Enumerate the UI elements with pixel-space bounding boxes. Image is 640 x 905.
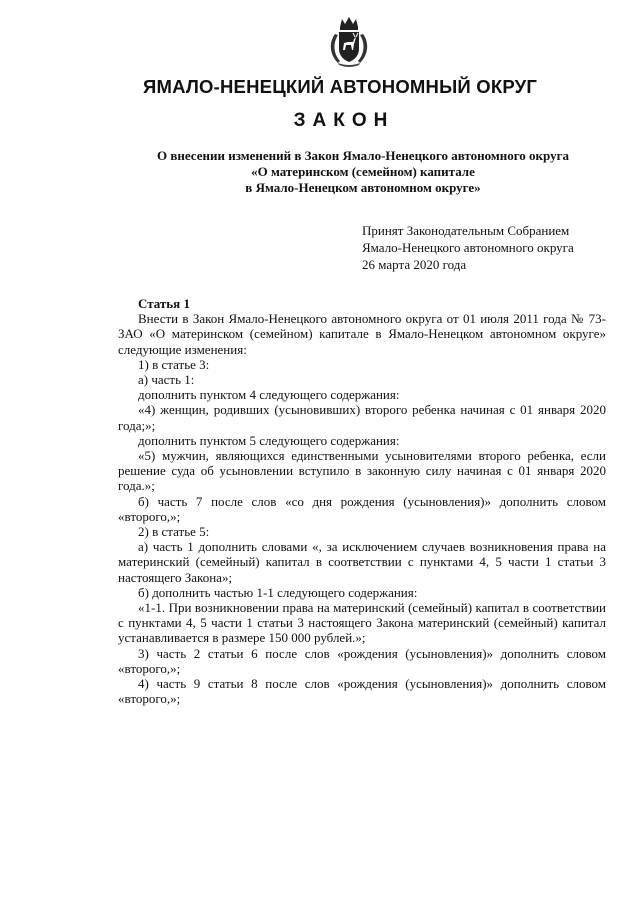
paragraph: а) часть 1 дополнить словами «, за исключением случаев возникновения права на материнский (семейный) капитал в соответствии с пунктами 4, 5 части 1 статьи 3 настоящего Закона»; (118, 539, 606, 585)
paragraph: «5) мужчин, являющихся единственными усыновителями второго ребенка, если решение суда об усыновлении вступило в законную силу начиная с 01 января 2020 года.»; (118, 448, 606, 494)
law-body (118, 296, 606, 706)
region-name: ЯМАЛО-НЕНЕЦКИЙ АВТОНОМНЫЙ ОКРУГ (142, 76, 538, 97)
paragraph: дополнить пунктом 5 следующего содержания: (138, 432, 400, 448)
adoption-line: Принят Законодательным Собранием (362, 223, 570, 238)
paragraph: 3) часть 2 статьи 6 после слов «рождения (усыновления)» дополнить словом «второго,»; (118, 645, 606, 676)
law-title-line: в Ямало-Ненецком автономном округе» (245, 180, 481, 195)
adoption-line: Ямало-Ненецкого автономного округа (362, 240, 574, 255)
paragraph: 1) в статье 3: (138, 356, 210, 372)
paragraph: 4) часть 9 статьи 8 после слов «рождения (усыновления)» дополнить словом «второго,»; (118, 676, 606, 707)
paragraph: а) часть 1: (138, 372, 195, 388)
paragraph: «4) женщин, родивших (усыновивших) второго ребенка начиная с 01 января 2020 года;»; (118, 402, 606, 433)
adoption-date: 26 марта 2020 года (362, 257, 467, 272)
law-title-line: О внесении изменений в Закон Ямало-Ненецкого автономного округа (156, 148, 569, 163)
paragraph: Внести в Закон Ямало-Ненецкого автономного округа от 01 июля 2011 года № 73-ЗАО «О материнском (семейном) капитале в Ямало-Ненецком автономном округе» следующие изменения: (118, 311, 606, 357)
adoption-note (362, 222, 574, 273)
law-title (118, 148, 608, 196)
paragraph: «1-1. При возникновении права на материнский (семейный) капитал в соответствии с пунктами 4, 5 части 1 статьи 3 настоящего Закона материнский (семейный) капитал устанавливается в размере 150 000 рублей.»; (118, 600, 606, 646)
law-title-line: «О материнском (семейном) капитале (251, 164, 475, 179)
coat-of-arms-icon (326, 16, 372, 68)
document-type: ЗАКОН (293, 110, 395, 131)
paragraph: б) дополнить частью 1-1 следующего содержания: (138, 584, 418, 600)
paragraph: дополнить пунктом 4 следующего содержания: (138, 387, 400, 403)
paragraph: б) часть 7 после слов «со дня рождения (усыновления)» дополнить словом «второго,»; (118, 493, 606, 524)
article-heading: Статья 1 (138, 296, 190, 311)
paragraph: 2) в статье 5: (138, 524, 210, 540)
